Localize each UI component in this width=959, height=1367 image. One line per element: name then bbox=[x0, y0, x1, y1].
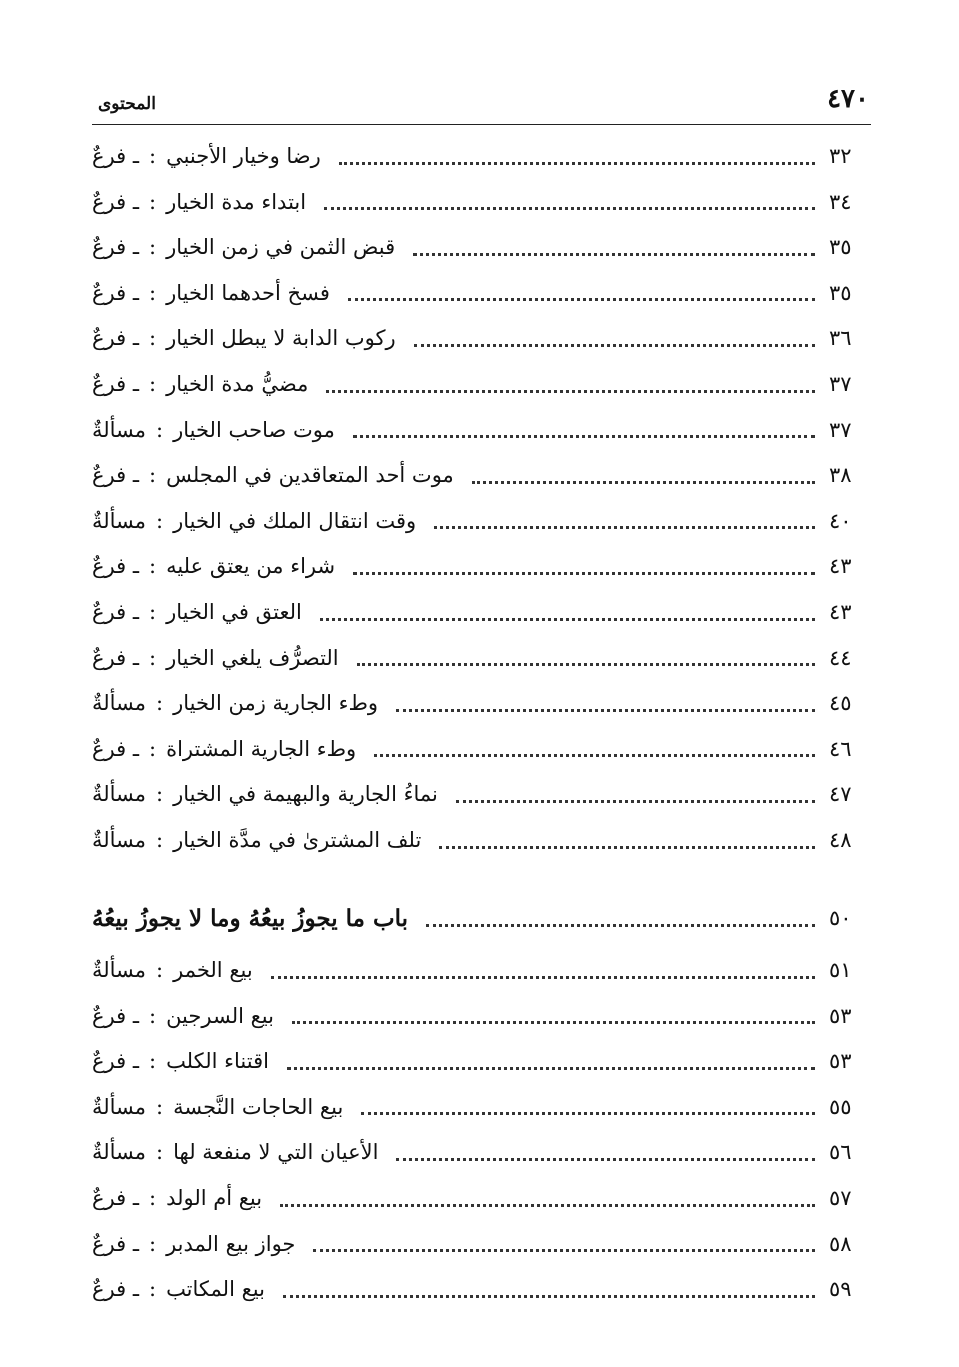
entry-colon: : bbox=[148, 736, 157, 761]
entry-title: بيع المكاتب bbox=[166, 1277, 265, 1302]
toc-entry bbox=[92, 638, 873, 678]
entry-title: بيع الحاجات النَّجسة bbox=[173, 1094, 344, 1119]
entry-title: بيع السرجين bbox=[166, 1003, 274, 1028]
toc-entry bbox=[92, 1041, 873, 1081]
entry-colon: : bbox=[148, 600, 157, 624]
dot-leader bbox=[292, 1021, 815, 1024]
entry-colon: : bbox=[148, 645, 157, 670]
dot-leader bbox=[348, 298, 815, 301]
entry-colon: : bbox=[148, 235, 157, 260]
entry-title: وطء الجارية زمن الخيار bbox=[173, 691, 379, 716]
entry-marker: ـ فرعٌ bbox=[92, 1277, 139, 1302]
dot-leader bbox=[434, 526, 815, 529]
dot-leader bbox=[414, 344, 815, 347]
entry-colon: : bbox=[148, 144, 157, 168]
entry-page-number: ٥٣ bbox=[829, 1049, 852, 1074]
entry-colon: : bbox=[148, 1049, 157, 1074]
entry-page-number: ٤٥ bbox=[829, 691, 852, 716]
entry-title: وقت انتقال الملك في الخيار bbox=[173, 508, 417, 533]
entry-title: بيع أم الولد bbox=[166, 1186, 263, 1210]
entry-colon: : bbox=[156, 691, 164, 716]
entry-marker: ـ فرعٌ bbox=[92, 736, 139, 761]
entry-page-number: ٤٣ bbox=[829, 554, 852, 579]
toc-entry bbox=[92, 683, 873, 723]
running-title: المحتوى bbox=[98, 94, 156, 114]
entry-marker: ـ فرعٌ bbox=[92, 372, 139, 396]
dot-leader bbox=[357, 663, 815, 666]
entry-marker: مسألةٌ bbox=[92, 508, 147, 533]
entry-marker: ـ فرعٌ bbox=[92, 1003, 139, 1028]
toc-entry bbox=[92, 136, 873, 176]
entry-marker: ـ فرعٌ bbox=[92, 554, 139, 579]
entry-marker: ـ فرعٌ bbox=[92, 235, 139, 260]
page-number: ٤٧٠ bbox=[827, 84, 869, 114]
dot-leader bbox=[353, 435, 815, 438]
entry-colon: : bbox=[148, 280, 157, 305]
entry-colon: : bbox=[148, 326, 157, 351]
entry-page-number: ٥٧ bbox=[829, 1186, 852, 1210]
dot-leader bbox=[326, 390, 815, 393]
entry-title: موت أحد المتعاقدين في المجلس bbox=[166, 463, 454, 488]
toc-entry bbox=[92, 273, 873, 313]
dot-leader bbox=[324, 207, 815, 210]
entry-page-number: ٤٦ bbox=[829, 736, 852, 761]
entry-colon: : bbox=[148, 554, 157, 579]
entry-page-number: ٣٧ bbox=[829, 417, 852, 442]
toc-entry bbox=[92, 1269, 873, 1309]
entry-page-number: ٣٤ bbox=[829, 189, 852, 214]
entry-title: شراء من يعتق عليه bbox=[166, 554, 336, 579]
entry-title: قبض الثمن في زمن الخيار bbox=[166, 235, 396, 260]
entry-title: بيع الخمر bbox=[173, 958, 253, 982]
dot-leader bbox=[280, 1204, 815, 1207]
dot-leader bbox=[361, 1112, 815, 1115]
entry-colon: : bbox=[148, 463, 157, 488]
toc-entry bbox=[92, 501, 873, 541]
toc-entry bbox=[92, 364, 873, 404]
toc-entry bbox=[92, 1087, 873, 1127]
entry-colon: : bbox=[148, 1186, 157, 1210]
toc-entry bbox=[92, 996, 873, 1036]
entry-marker: مسألةٌ bbox=[92, 782, 147, 807]
dot-leader bbox=[472, 481, 815, 484]
entry-page-number: ٥٦ bbox=[829, 1140, 852, 1165]
toc-entry bbox=[92, 1224, 873, 1264]
entry-marker: ـ فرعٌ bbox=[92, 1186, 139, 1210]
entry-page-number: ٤٧ bbox=[829, 782, 852, 807]
entry-title: الأعيان التي لا منفعة لها bbox=[173, 1140, 379, 1165]
entry-marker: ـ فرعٌ bbox=[92, 1231, 139, 1256]
dot-leader bbox=[426, 924, 815, 927]
toc-entry bbox=[92, 546, 873, 586]
dot-leader bbox=[374, 754, 815, 757]
entry-page-number: ٥٨ bbox=[829, 1231, 852, 1256]
entry-title: ابتداء مدة الخيار bbox=[166, 189, 307, 214]
entry-title: تلف المشترىٰ في مدَّة الخيار bbox=[173, 828, 422, 852]
toc-entry bbox=[92, 455, 873, 495]
entry-page-number: ٤٨ bbox=[829, 828, 852, 852]
entry-page-number: ٤٤ bbox=[829, 645, 852, 670]
toc-entry bbox=[92, 410, 873, 450]
entry-marker: مسألةٌ bbox=[92, 958, 147, 982]
entry-page-number: ٣٦ bbox=[829, 326, 852, 351]
entry-marker: ـ فرعٌ bbox=[92, 280, 139, 305]
entry-page-number: ٥١ bbox=[829, 958, 852, 982]
entry-marker: ـ فرعٌ bbox=[92, 189, 139, 214]
entry-marker: مسألةٌ bbox=[92, 828, 147, 852]
entry-marker: مسألةٌ bbox=[92, 1094, 147, 1119]
toc-entry bbox=[92, 774, 873, 814]
entry-colon: : bbox=[148, 1231, 157, 1256]
dot-leader bbox=[287, 1067, 815, 1070]
toc-entry bbox=[92, 1132, 873, 1172]
dot-leader bbox=[456, 800, 815, 803]
chapter-heading-row bbox=[92, 896, 873, 940]
toc-entry bbox=[92, 820, 873, 860]
entry-colon: : bbox=[156, 1140, 164, 1165]
entry-title: رضا وخيار الأجنبي bbox=[166, 144, 321, 168]
entry-colon: : bbox=[148, 372, 157, 396]
dot-leader bbox=[439, 846, 815, 849]
entry-title: اقتناء الكلب bbox=[166, 1049, 269, 1074]
entry-page-number: ٥٩ bbox=[829, 1277, 852, 1302]
entry-marker: مسألةٌ bbox=[92, 691, 147, 716]
entry-marker: ـ فرعٌ bbox=[92, 144, 139, 168]
toc-entry bbox=[92, 318, 873, 358]
entry-colon: : bbox=[156, 828, 164, 852]
toc-entry bbox=[92, 227, 873, 267]
entry-page-number: ٥٠ bbox=[829, 906, 852, 930]
dot-leader bbox=[313, 1249, 815, 1252]
entry-marker: ـ فرعٌ bbox=[92, 1049, 139, 1074]
entry-title: فسخ أحدهما الخيار bbox=[166, 280, 330, 305]
entry-title: نماءُ الجارية والبهيمة في الخيار bbox=[173, 782, 438, 807]
dot-leader bbox=[353, 572, 815, 575]
entry-colon: : bbox=[156, 782, 164, 807]
toc-entry bbox=[92, 1178, 873, 1218]
entry-colon: : bbox=[156, 508, 164, 533]
entry-page-number: ٣٧ bbox=[829, 372, 852, 396]
entry-page-number: ٥٥ bbox=[829, 1094, 852, 1119]
toc-entry bbox=[92, 182, 873, 222]
entry-colon: : bbox=[156, 1094, 164, 1119]
dot-leader bbox=[320, 618, 815, 621]
entry-colon: : bbox=[148, 189, 157, 214]
entry-title: وطء الجارية المشتراة bbox=[166, 736, 357, 761]
entry-title: العتق في الخيار bbox=[166, 600, 302, 624]
entry-page-number: ٣٥ bbox=[829, 280, 852, 305]
entry-colon: : bbox=[148, 1277, 157, 1302]
entry-marker: مسألةٌ bbox=[92, 417, 147, 442]
toc-entry bbox=[92, 729, 873, 769]
entry-page-number: ٥٣ bbox=[829, 1003, 852, 1028]
entry-page-number: ٤٣ bbox=[829, 600, 852, 624]
entry-title: جواز بيع المدبر bbox=[166, 1231, 296, 1256]
toc-entry bbox=[92, 950, 873, 990]
dot-leader bbox=[413, 253, 815, 256]
dot-leader bbox=[396, 709, 815, 712]
entry-marker: ـ فرعٌ bbox=[92, 326, 139, 351]
chapter-title: باب ما يجوزُ بيعُهُ وما لا يجوزُ بيعُهُ bbox=[92, 904, 409, 932]
entry-colon: : bbox=[148, 1003, 157, 1028]
entry-page-number: ٣٥ bbox=[829, 235, 852, 260]
entry-marker: ـ فرعٌ bbox=[92, 645, 139, 670]
entry-title: مضيُّ مدة الخيار bbox=[166, 372, 309, 396]
entry-page-number: ٣٢ bbox=[829, 144, 852, 168]
dot-leader bbox=[396, 1158, 815, 1161]
dot-leader bbox=[271, 976, 815, 979]
entry-title: التصرُّف يلغي الخيار bbox=[166, 645, 339, 670]
dot-leader bbox=[283, 1295, 815, 1298]
entry-title: موت صاحب الخيار bbox=[173, 417, 335, 442]
entry-page-number: ٣٨ bbox=[829, 463, 852, 488]
entry-title: ركوب الدابة لا يبطل الخيار bbox=[166, 326, 396, 351]
entry-page-number: ٤٠ bbox=[829, 508, 852, 533]
entry-colon: : bbox=[156, 417, 164, 442]
entry-colon: : bbox=[156, 958, 164, 982]
entry-marker: مسألةٌ bbox=[92, 1140, 147, 1165]
entry-marker: ـ فرعٌ bbox=[92, 600, 139, 624]
entry-marker: ـ فرعٌ bbox=[92, 463, 139, 488]
dot-leader bbox=[339, 162, 815, 165]
toc-entry bbox=[92, 592, 873, 632]
